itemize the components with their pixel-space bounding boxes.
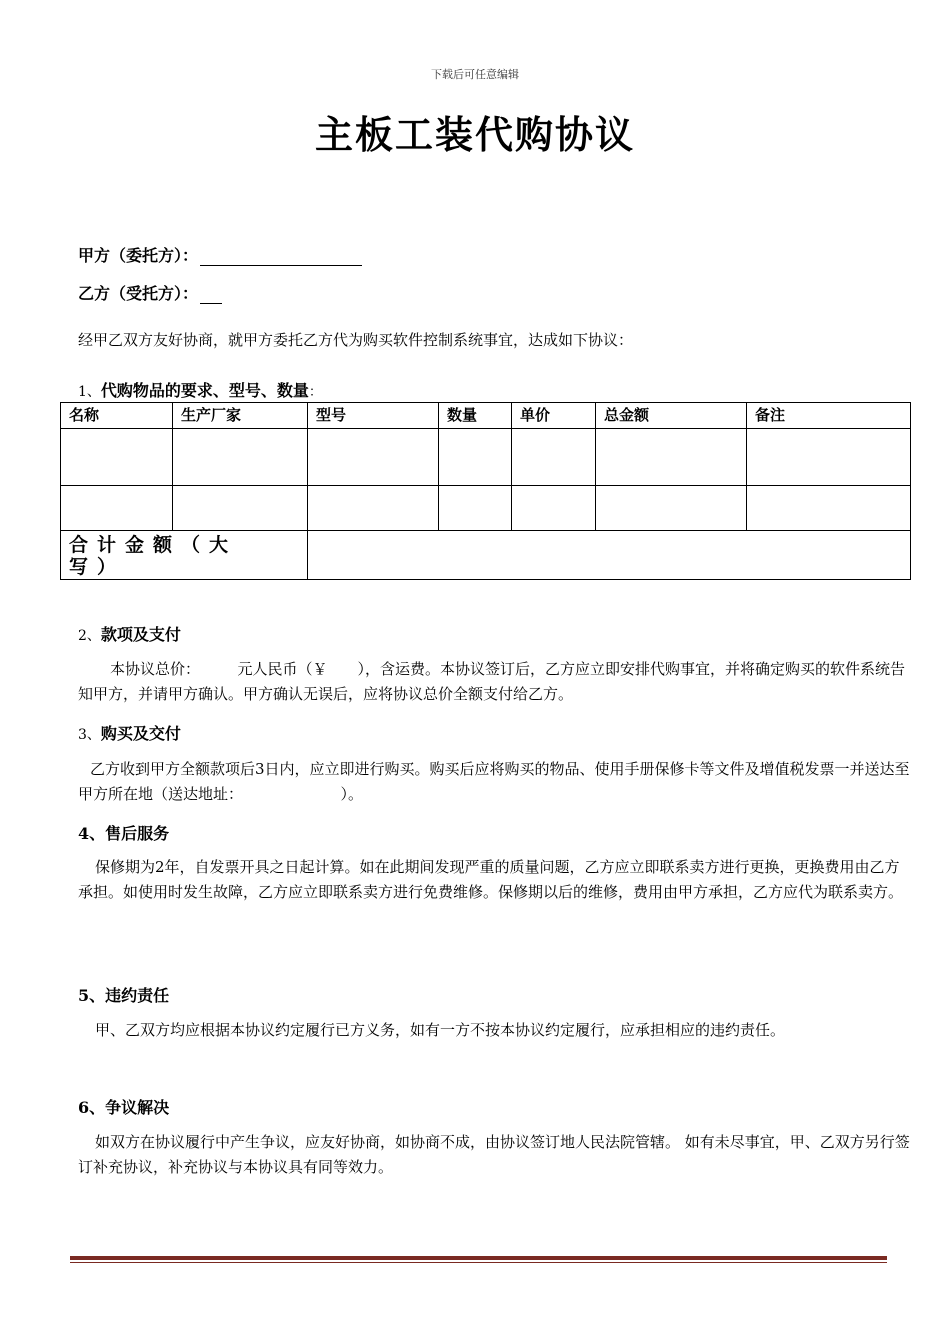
section-2-number: 2、 [78, 628, 101, 644]
table-row [61, 429, 911, 486]
total-row [61, 531, 911, 580]
items-table [60, 402, 911, 580]
section-5-body: 甲、乙双方均应根据本协议约定履行已方义务，如有一方不按本协议约定履行，应承担相应的违约责任。 [95, 1021, 786, 1039]
column-header: 备注 [747, 403, 911, 429]
document-title: 主板工装代购协议 [314, 112, 635, 157]
table-cell[interactable] [61, 429, 173, 486]
table-cell[interactable] [308, 429, 439, 486]
section-1-number: 1、 [78, 384, 101, 400]
section-5-title: 违约责任 [105, 986, 170, 1005]
column-header: 生产厂家 [173, 403, 308, 429]
section-4-number: 4、 [78, 824, 106, 843]
section-3-title: 购买及交付 [100, 724, 181, 743]
section-1-suffix: ： [308, 385, 322, 400]
table-cell[interactable] [439, 486, 512, 531]
section-6-heading [78, 1095, 169, 1118]
total-amount-cell[interactable] [308, 531, 911, 580]
party-a-blank[interactable] [200, 249, 362, 266]
table-cell[interactable] [173, 486, 308, 531]
table-header-row [61, 403, 911, 429]
table-cell[interactable] [512, 486, 596, 531]
section-6-number: 6、 [78, 1098, 106, 1117]
table-cell[interactable] [747, 429, 911, 486]
column-header: 数量 [439, 403, 512, 429]
section-6-title: 争议解决 [105, 1098, 170, 1117]
section-3-number: 3、 [78, 727, 101, 743]
table-cell[interactable] [173, 429, 308, 486]
party-a [78, 243, 362, 266]
party-b-label: 乙方（受托方）： [78, 284, 199, 303]
table-cell[interactable] [596, 429, 747, 486]
table-cell[interactable] [747, 486, 911, 531]
section-4-title: 售后服务 [105, 824, 170, 843]
section-3-heading [78, 721, 181, 744]
table-cell[interactable] [61, 486, 173, 531]
footer-rule-thin [70, 1262, 887, 1263]
section-5-number: 5、 [78, 986, 106, 1005]
table-row [61, 486, 911, 531]
party-b-blank[interactable] [200, 287, 222, 304]
table-cell[interactable] [439, 429, 512, 486]
table-cell[interactable] [308, 486, 439, 531]
total-label-cell [61, 531, 308, 580]
party-a-label: 甲方（委托方）： [78, 246, 199, 265]
section-4-body: 保修期为2年，自发票开具之日起计算。如在此期间发现严重的质量问题，乙方应立即联系卖方进行更换，更换费用由乙方承担。如使用时发生故障，乙方应立即联系卖方进行免费维修。保修期以后的维修，费用由甲方承担，乙方应代为联系卖方。 [78, 858, 904, 901]
header-note: 下载后可任意编辑 [431, 68, 519, 81]
party-b [78, 281, 222, 304]
table-cell[interactable] [512, 429, 596, 486]
table-cell[interactable] [596, 486, 747, 531]
column-header: 单价 [512, 403, 596, 429]
section-6-body: 如双方在协议履行中产生争议，应友好协商，如协商不成，由协议签订地人民法院管辖。 如有未尽事宜，甲、乙双方另行签订补充协议，补充协议与本协议具有同等效力。 [78, 1133, 910, 1176]
section-4-heading [78, 821, 169, 844]
section-2-body: 本协议总价： 元人民币（￥ ），含运费。本协议签订后，乙方应立即安排代购事宜，并将确定购买的软件系统告知甲方，并请甲方确认。甲方确认无误后，应将协议总价全额支付给乙方。 [78, 660, 906, 703]
total-amount-label: 合计金额（大写） [69, 534, 238, 578]
column-header: 名称 [61, 403, 173, 429]
section-3-body: 乙方收到甲方全额款项后3日内，应立即进行购买。购买后应将购买的物品、使用手册保修卡等文件及增值税发票一并送达至甲方所在地（送达地址： ）。 [78, 760, 910, 803]
section-1-title: 代购物品的要求、型号、数量 [100, 381, 309, 400]
footer-rule [70, 1256, 887, 1260]
section-1-heading [78, 378, 322, 401]
column-header: 型号 [308, 403, 439, 429]
intro-paragraph: 经甲乙双方友好协商，就甲方委托乙方代为购买软件控制系统事宜，达成如下协议： [78, 331, 634, 349]
section-5-heading [78, 983, 169, 1006]
section-2-heading [78, 622, 181, 645]
column-header: 总金额 [596, 403, 747, 429]
section-2-title: 款项及支付 [100, 625, 181, 644]
